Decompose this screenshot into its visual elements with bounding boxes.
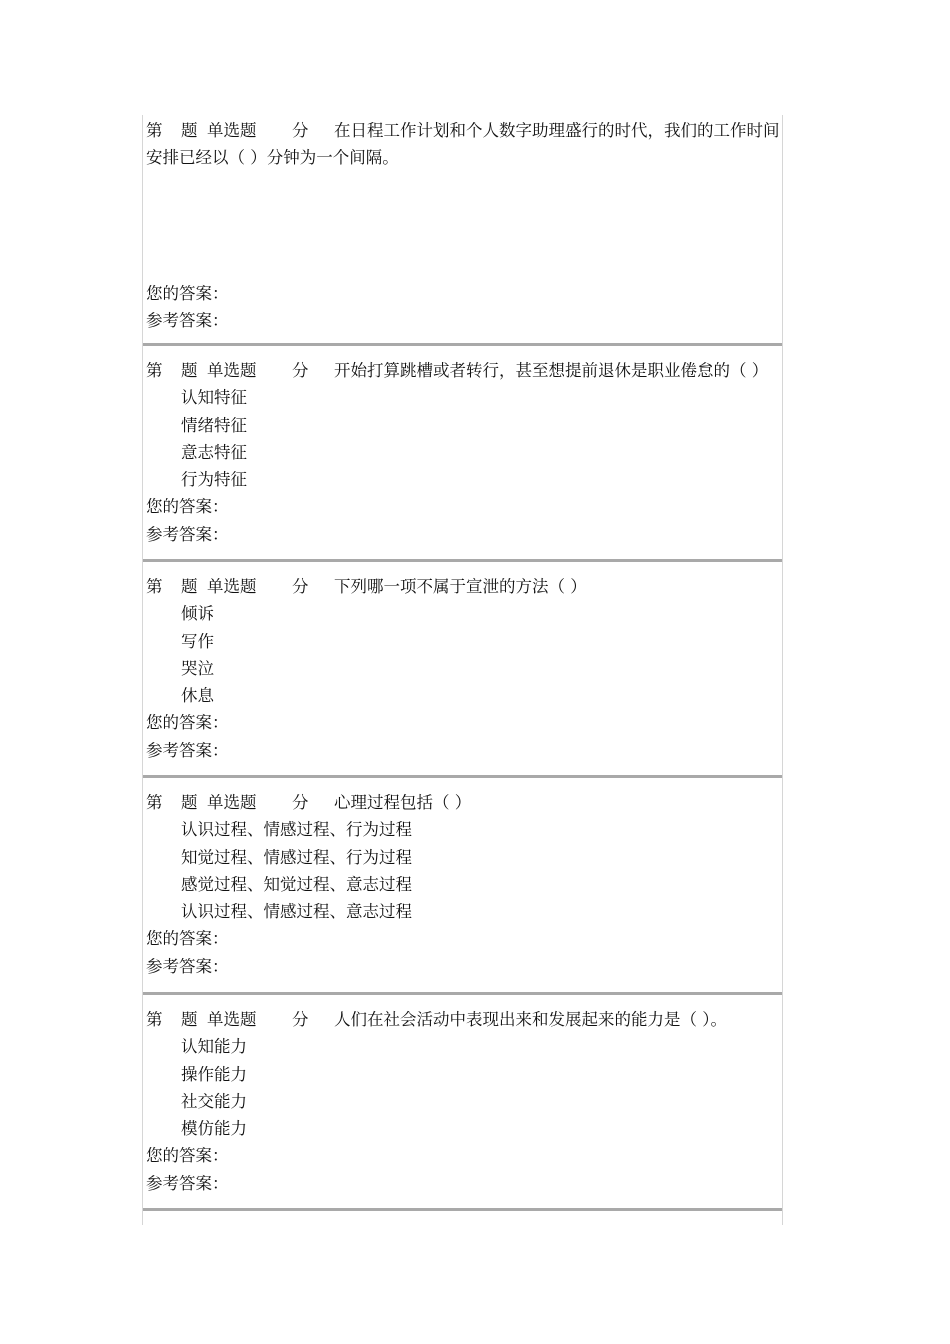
your-answer-label: 您的答案： bbox=[146, 1146, 229, 1166]
option-d[interactable]: 模仿能力 bbox=[181, 1119, 247, 1139]
question-score-label: 分 bbox=[292, 793, 309, 812]
your-answer-label: 您的答案： bbox=[146, 283, 229, 303]
option-c[interactable]: 社交能力 bbox=[181, 1091, 247, 1111]
answer-area bbox=[146, 172, 782, 280]
question-number-label: 第 bbox=[146, 1010, 163, 1029]
question-number-label: 第 bbox=[146, 793, 163, 812]
question-1 bbox=[143, 115, 782, 346]
option-d[interactable]: 行为特征 bbox=[181, 470, 247, 490]
your-answer-label: 您的答案： bbox=[146, 929, 229, 949]
question-type: 单选题 bbox=[207, 577, 257, 596]
question-type: 单选题 bbox=[207, 121, 257, 140]
question-5 bbox=[143, 995, 782, 1211]
question-2 bbox=[143, 346, 782, 562]
next-question-stub bbox=[143, 1211, 782, 1225]
question-score-label: 分 bbox=[292, 1010, 309, 1029]
question-score-label: 分 bbox=[292, 121, 309, 140]
question-header bbox=[146, 1006, 782, 1033]
question-number-label: 第 bbox=[146, 577, 163, 596]
question-title-label: 题 bbox=[181, 361, 198, 380]
question-title-label: 题 bbox=[181, 121, 198, 140]
question-title-label: 题 bbox=[181, 1010, 198, 1029]
reference-answer-label: 参考答案： bbox=[146, 310, 229, 330]
question-type: 单选题 bbox=[207, 361, 257, 380]
question-text: 开始打算跳槽或者转行，甚至想提前退休是职业倦怠的（ ） bbox=[334, 361, 769, 380]
question-header bbox=[146, 357, 782, 384]
question-3 bbox=[143, 562, 782, 778]
question-score-label: 分 bbox=[292, 577, 309, 596]
question-score-label: 分 bbox=[292, 361, 309, 380]
option-d[interactable]: 休息 bbox=[181, 686, 214, 706]
question-text: 下列哪一项不属于宣泄的方法（ ） bbox=[334, 577, 587, 596]
question-type: 单选题 bbox=[207, 1010, 257, 1029]
option-c[interactable]: 感觉过程、知觉过程、意志过程 bbox=[181, 874, 412, 894]
question-header bbox=[146, 573, 782, 600]
reference-answer-label: 参考答案： bbox=[146, 1173, 229, 1193]
option-a[interactable]: 认知能力 bbox=[181, 1037, 247, 1057]
option-b[interactable]: 操作能力 bbox=[181, 1064, 247, 1084]
question-title-label: 题 bbox=[181, 577, 198, 596]
quiz-container bbox=[142, 115, 783, 1225]
question-text: 心理过程包括（ ） bbox=[334, 793, 472, 812]
option-a[interactable]: 认识过程、情感过程、行为过程 bbox=[181, 820, 412, 840]
option-c[interactable]: 哭泣 bbox=[181, 658, 214, 678]
option-b[interactable]: 情绪特征 bbox=[181, 415, 247, 435]
question-number-label: 第 bbox=[146, 121, 163, 140]
option-a[interactable]: 认知特征 bbox=[181, 388, 247, 408]
reference-answer-label: 参考答案： bbox=[146, 740, 229, 760]
question-header bbox=[146, 117, 782, 172]
your-answer-label: 您的答案： bbox=[146, 497, 229, 517]
question-text: 人们在社会活动中表现出来和发展起来的能力是（ ）。 bbox=[334, 1010, 727, 1029]
option-a[interactable]: 倾诉 bbox=[181, 604, 214, 624]
reference-answer-label: 参考答案： bbox=[146, 956, 229, 976]
question-text: 在日程工作计划和个人数字助理盛行的时代，我们的工作时间安排已经以（ ）分钟为一个间隔。 bbox=[146, 121, 780, 168]
reference-answer-label: 参考答案： bbox=[146, 524, 229, 544]
question-type: 单选题 bbox=[207, 793, 257, 812]
question-4 bbox=[143, 778, 782, 995]
option-c[interactable]: 意志特征 bbox=[181, 442, 247, 462]
question-header bbox=[146, 789, 782, 816]
your-answer-label: 您的答案： bbox=[146, 713, 229, 733]
option-b[interactable]: 知觉过程、情感过程、行为过程 bbox=[181, 847, 412, 867]
question-number-label: 第 bbox=[146, 361, 163, 380]
question-title-label: 题 bbox=[181, 793, 198, 812]
option-b[interactable]: 写作 bbox=[181, 631, 214, 651]
option-d[interactable]: 认识过程、情感过程、意志过程 bbox=[181, 902, 412, 922]
